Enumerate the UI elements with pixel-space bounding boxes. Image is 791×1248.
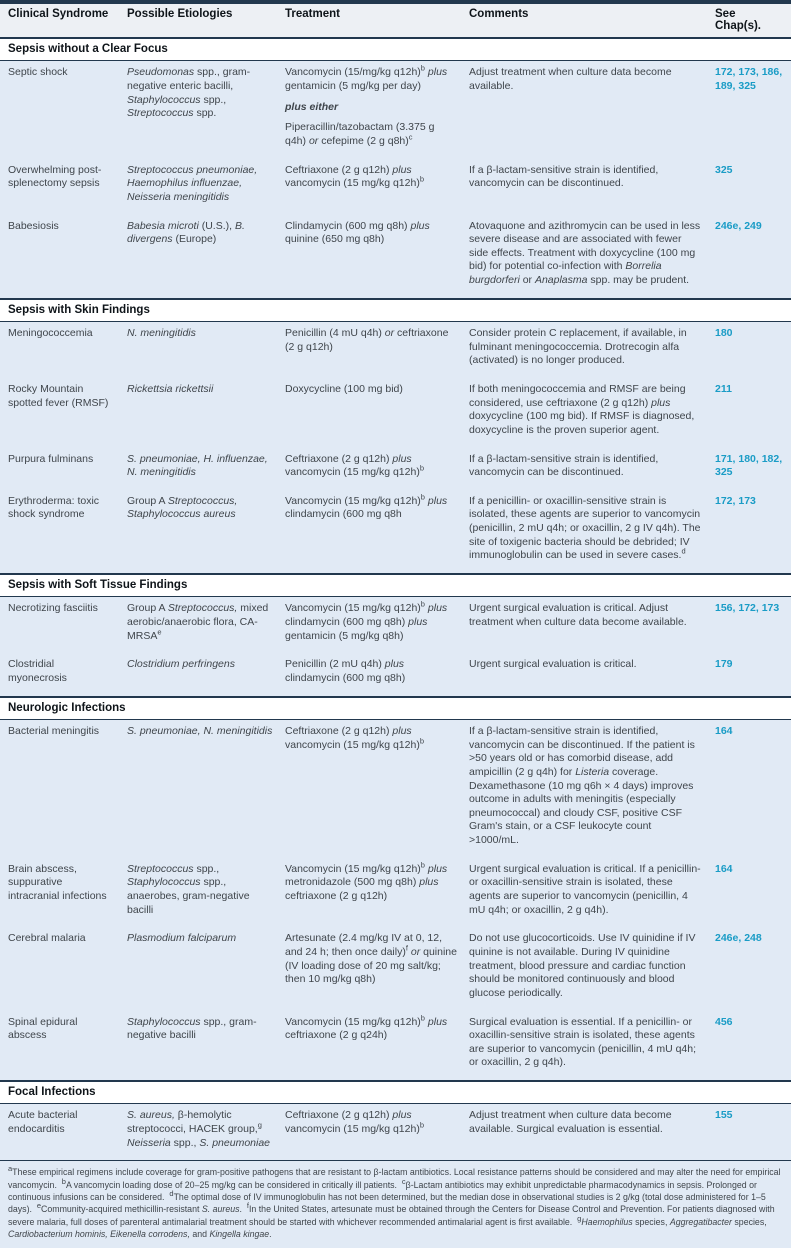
comments-cell: Urgent surgical evaluation is critical. [469, 658, 637, 671]
table-row [0, 720, 791, 858]
syndrome-cell: Babesiosis [8, 219, 59, 232]
syndrome-cell: Overwhelming post-splenectomy sepsis [8, 163, 102, 190]
chapters-cell: 179 [715, 658, 733, 671]
syndrome-cell: Cerebral malaria [8, 932, 86, 945]
table-row [0, 159, 791, 215]
chapters-cell: 164 [715, 862, 733, 875]
column-header-2: Possible Etiologies [127, 8, 233, 20]
table-row [0, 378, 791, 448]
chapters-cell: 171, 180, 182, 325 [715, 452, 783, 479]
chapters-cell: 156, 172, 173 [715, 602, 780, 615]
chapters-cell: 456 [715, 1015, 733, 1028]
treatment-cell: Penicillin (2 mU q4h) plus clindamycin (600 mg q8h) [285, 658, 406, 684]
etiology-cell: Group A Streptococcus, Staphylococcus aureus [127, 494, 238, 521]
chapters-cell: 172, 173, 186, 189, 325 [715, 66, 783, 93]
treatment-cell: Ceftriaxone (2 g q12h) plus vancomycin (15 mg/kg q12h)$^b$ [285, 163, 424, 190]
table-row [0, 215, 791, 299]
syndrome-cell: Rocky Mountain spotted fever (RMSF) [8, 383, 109, 409]
chapters-cell: 172, 173 [715, 494, 756, 507]
chapters-cell: 155 [715, 1109, 733, 1122]
section-header-row [0, 1081, 791, 1104]
treatment-cell: Vancomycin (15 mg/kg q12h)$^b$ plus clindamycin (600 mg q8h) plus gentamicin (5 mg/kg q8h) [285, 599, 448, 642]
table-row [0, 653, 791, 696]
etiology-cell: S. pneumoniae, N. meningitidis [127, 725, 273, 737]
etiology-cell: Streptococcus pneumoniae, Haemophilus influenzae, Neisseria meningitidis [127, 163, 258, 203]
section-header-row [0, 697, 791, 720]
table-row [0, 858, 791, 928]
syndrome-cell: Clostridial myonecrosis [8, 658, 67, 684]
treatment-cell: Vancomycin (15 mg/kg q12h)$^b$ plus clindamycin (600 mg q8h [285, 492, 448, 521]
chapters-cell: 164 [715, 725, 733, 737]
etiology-cell: S. aureus, β-hemolytic streptococci, HACEK group,$^g$ Neisseria spp., S. pneumoniae [127, 1109, 271, 1149]
table-row [0, 448, 791, 490]
chapters-cell: 246e, 248 [715, 932, 762, 945]
syndrome-cell: Purpura fulminans [8, 452, 94, 465]
etiology-cell: Streptococcus spp., Staphylococcus spp., anaerobes, gram-negative bacilli [127, 862, 250, 916]
table-header-row [0, 2, 791, 38]
syndrome-cell: Erythroderma: toxic shock syndrome [8, 494, 100, 521]
table-row [0, 927, 791, 1010]
treatment-cell: Doxycycline (100 mg bid) [285, 383, 403, 395]
syndrome-cell: Necrotizing fasciitis [8, 602, 98, 615]
etiology-cell: Group A Streptococcus, mixed aerobic/anaerobic flora, CA-MRSA$^e$ [127, 602, 269, 642]
comments-cell: If a β-lactam-sensitive strain is identified, vancomycin can be discontinued. If the patient is >50 years old or has comorbid disease, add ampicillin (2 g q4h) for Listeria coverage. Dexamethasone (10 mg q6h × 4 days) improves outcome in adults with meningitis (especially pneumococcal) and cloudy CSF, positive CSF Gram's stain, or a CSF leukocyte count >1000/mL. [469, 725, 695, 847]
comments-cell: If a β-lactam-sensitive strain is identified, vancomycin can be discontinued. [469, 452, 659, 479]
comments-cell: Urgent surgical evaluation is critical. If a penicillin- or oxacillin-sensitive strain is isolated, these agents are superior to vancomycin (penicillin, 4 mU q4h; or oxacillin, 2 g q4h). [469, 862, 701, 916]
etiology-cell: S. pneumoniae, H. influenzae, N. meningitidis [127, 452, 268, 479]
section-title: Sepsis with Skin Findings [0, 299, 791, 322]
chapters-cell: 325 [715, 163, 733, 176]
section-title: Neurologic Infections [0, 697, 791, 720]
etiology-cell: Staphylococcus spp., gram-negative bacilli [127, 1015, 257, 1042]
table-footnotes: $^a$These empirical regimens include coverage for gram-positive pathogens that are resistant to β-lactam antibiotics. Local resistance patterns should be considered and may alter the need for empirical vancomycin. $^b$A vancomycin loading dose of 20–25 mg/kg can be considered in critically ill patients. $^c$β-Lactam antibiotics may exhibit unpredictable pharmacodynamics in sepsis. Prolonged or continuous infusions can be considered. $^d$The optimal dose of IV immunoglobulin has not been determined, but the median dose in observational studies is 2 g/kg (total dose administered for 1–5 days). $^e$Community-acquired methicillin-resistant S. aureus. $^f$In the United States, artesunate must be obtained through the Centers for Disease Control and Prevention. For patients diagnosed with severe malaria, full doses of parenteral antimalarial treatment should be started with whichever recommended antimalarial agent is first available. $^g$Haemophilus species, Aggregatibacter species, Cardiobacterium hominis, Eikenella corrodens, and Kingella kingae. [0, 1160, 791, 1248]
comments-cell: Do not use glucocorticoids. Use IV quinidine if IV quinine is not available. During IV quinidine treatment, blood pressure and cardiac function should be monitored continuously and blood glucose periodically. [469, 932, 696, 999]
syndrome-cell: Spinal epidural abscess [8, 1015, 78, 1042]
table-body [0, 38, 791, 1160]
etiology-cell: Rickettsia rickettsii [127, 383, 214, 395]
treatment-cell: Vancomycin (15 mg/kg q12h)$^b$ plus ceftriaxone (2 g q24h) [285, 1013, 448, 1042]
syndrome-cell: Acute bacterial endocarditis [8, 1109, 78, 1136]
etiology-cell: N. meningitidis [127, 327, 196, 340]
treatment-cell: Vancomycin (15 mg/kg q12h)$^b$ plus metronidazole (500 mg q8h) plus ceftriaxone (2 g q12h) [285, 860, 448, 903]
etiology-cell: Babesia microti (U.S.), B. divergens (Europe) [127, 219, 245, 246]
comments-cell: Consider protein C replacement, if available, in fulminant meningococcemia. Drotrecogin alfa (activated) is no longer produced. [469, 327, 687, 367]
treatment-cell: Ceftriaxone (2 g q12h) plus vancomycin (15 mg/kg q12h)$^b$ [285, 1109, 424, 1136]
chapters-cell: 211 [715, 383, 732, 395]
section-title: Focal Infections [0, 1081, 791, 1104]
table-row [0, 322, 791, 378]
treatment-cell: Ceftriaxone (2 g q12h) plus vancomycin (15 mg/kg q12h)$^b$ [285, 452, 424, 479]
column-header-1: Clinical Syndrome [8, 8, 109, 20]
syndrome-cell: Brain abscess, suppurative intracranial infections [8, 862, 107, 903]
comments-cell: Adjust treatment when culture data become available. Surgical evaluation is essential. [469, 1109, 672, 1136]
table-row [0, 1104, 791, 1160]
comments-cell: Atovaquone and azithromycin can be used in less severe disease and are associated with fewer side effects. Treatment with doxycycline (100 mg bid) for potential co-infection with Borrelia burgdorferi or Anaplasma spp. may be prudent. [469, 219, 701, 287]
treatment-cell: Vancomycin (15/mg/kg q12h)$^b$ plus gentamicin (5 mg/kg per day) plus either Piperacillin/tazobactam (3.375 g q4h) or cefepime (2 g q8h)$^c$ [285, 63, 448, 147]
syndrome-cell: Meningococcemia [8, 327, 93, 340]
comments-cell: If a penicillin- or oxacillin-sensitive strain is isolated, these agents are superior to vancomycin (penicillin, 2 mU q4h; or oxacillin, 2 g IV q4h). The site of toxigenic bacteria should be debrided; IV immunoglobulin can be used in severe cases.$^d$ [469, 494, 701, 562]
treatment-cell: Penicillin (4 mU q4h) or ceftriaxone (2 g q12h) [285, 327, 449, 353]
syndrome-cell: Bacterial meningitis [8, 725, 100, 737]
section-header-row [0, 38, 791, 61]
etiology-cell: Clostridium perfringens [127, 658, 235, 671]
table-row [0, 490, 791, 574]
table-row [0, 1011, 791, 1082]
section-title: Sepsis without a Clear Focus [0, 38, 791, 61]
column-header-4: Comments [469, 8, 529, 20]
etiology-cell: Pseudomonas spp., gram-negative enteric bacilli, Staphylococcus spp., Streptococcus spp. [127, 66, 251, 120]
section-header-row [0, 299, 791, 322]
treatment-cell: Ceftriaxone (2 g q12h) plus vancomycin (15 mg/kg q12h)$^b$ [285, 725, 424, 751]
column-header-3: Treatment [285, 8, 340, 20]
column-header-5: See Chap(s). [715, 8, 761, 32]
treatment-cell: Clindamycin (600 mg q8h) plus quinine (650 mg q8h) [285, 219, 430, 246]
table-header [0, 2, 791, 38]
chapters-cell: 180 [715, 327, 733, 340]
etiology-cell: Plasmodium falciparum [127, 932, 237, 945]
treatment-cell: Artesunate (2.4 mg/kg IV at 0, 12, and 24 h; then once daily)$^f$ or quinine (IV loading dose of 20 mg salt/kg; then 10 mg/kg q8h) [285, 932, 457, 986]
table-row [0, 597, 791, 653]
comments-cell: Surgical evaluation is essential. If a penicillin- or oxacillin-sensitive strain is isolated, these agents are superior to vancomycin (penicillin, 4 mU q4h; or oxacillin, 2 g q4h). [469, 1015, 697, 1069]
comments-cell: If both meningococcemia and RMSF are being considered, use ceftriaxone (2 g q12h) plus doxycycline (100 mg bid). If RMSF is diagnosed, doxycycline is the proven superior agent. [469, 383, 695, 436]
chapters-cell: 246e, 249 [715, 219, 762, 232]
comments-cell: Adjust treatment when culture data become available. [469, 66, 672, 93]
section-header-row [0, 574, 791, 597]
comments-cell: If a β-lactam-sensitive strain is identified, vancomycin can be discontinued. [469, 163, 659, 190]
section-title: Sepsis with Soft Tissue Findings [0, 574, 791, 597]
comments-cell: Urgent surgical evaluation is critical. Adjust treatment when culture data become available. [469, 602, 687, 629]
table-row [0, 61, 791, 159]
syndrome-cell: Septic shock [8, 66, 68, 79]
